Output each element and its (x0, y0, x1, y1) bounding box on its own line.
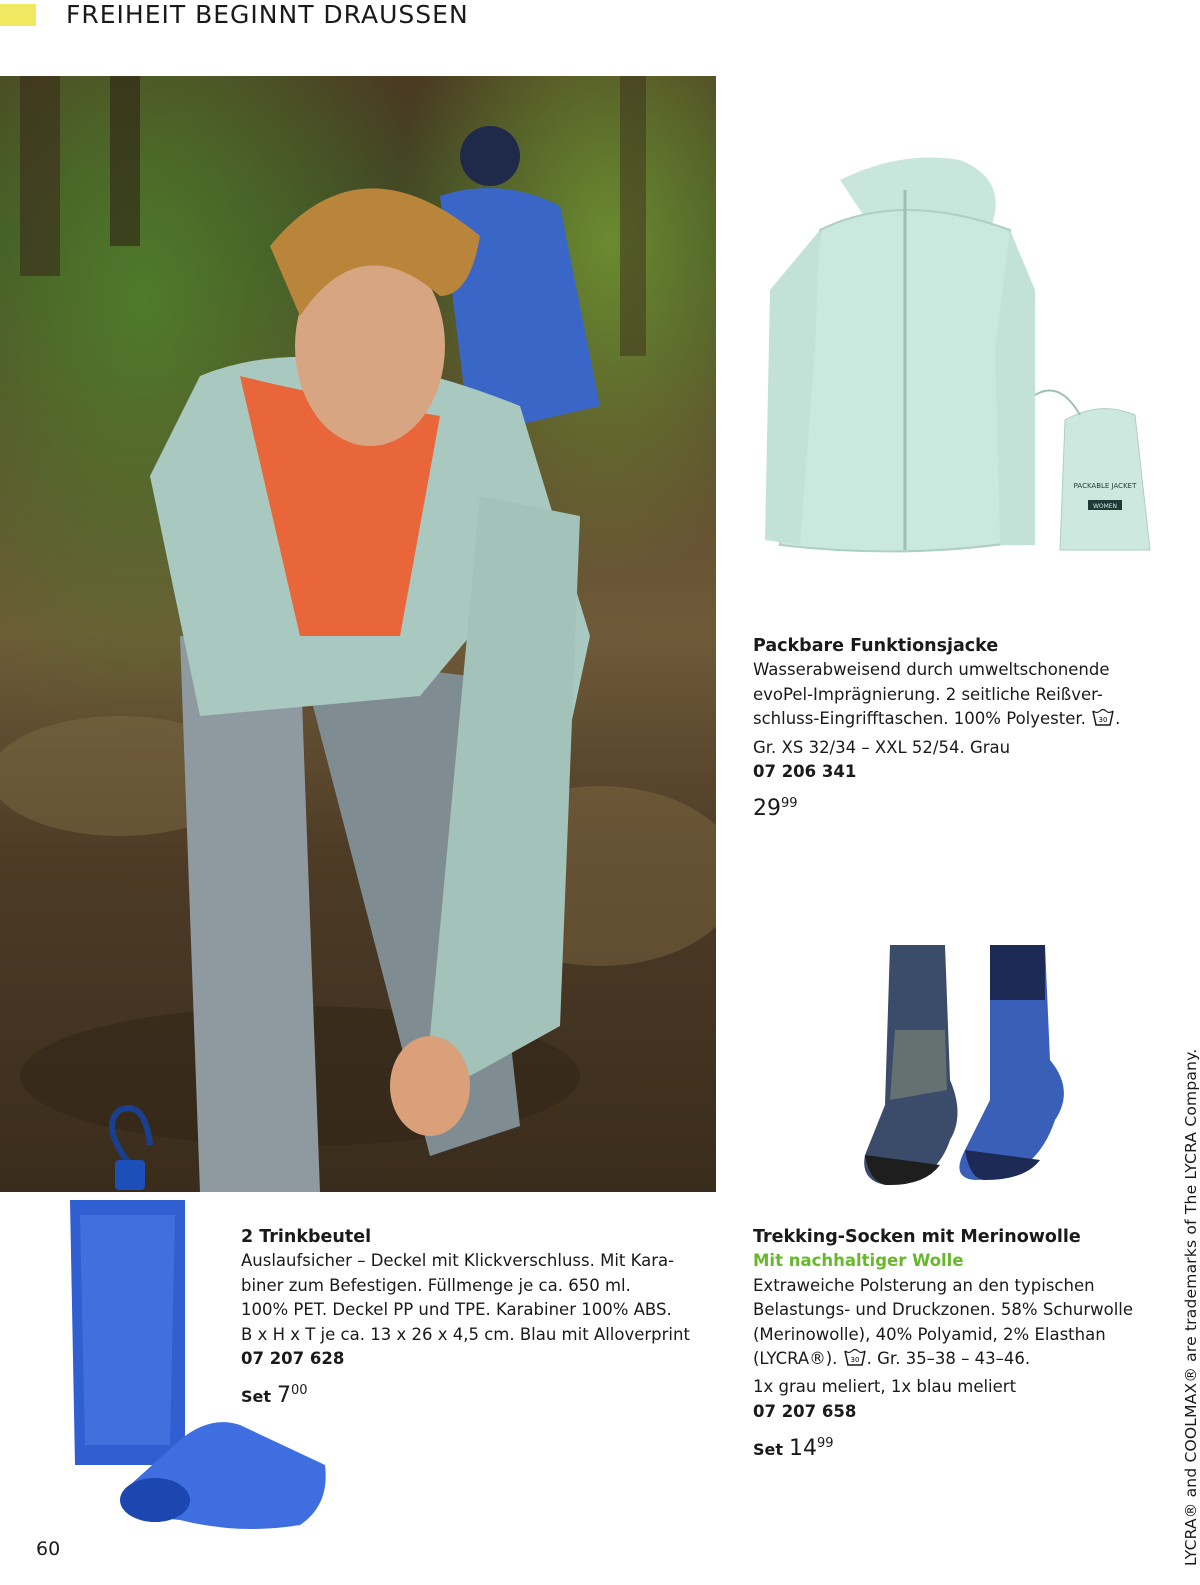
price-prefix: Set (753, 1440, 784, 1460)
product-subtitle: Mit nachhaltiger Wolle (753, 1251, 964, 1271)
price-main: 14 (789, 1436, 818, 1462)
price-prefix: Set (241, 1387, 272, 1407)
wash-icon (843, 1348, 867, 1375)
pouch-label: PACKABLE JACKET (1073, 482, 1137, 490)
product-jacket: Packbare Funktionsjacke Wasserabweisend durch umweltschonende evoPel-Imprägnierung. 2 seitliche Reißver- schluss-Eingrifftaschen. 100% Polyester. 30 . Gr. XS 32/34 – XXL 52/54. Grau 07 206 341 $29^{99}$ (753, 634, 1153, 823)
price-main: 7 (277, 1383, 292, 1409)
price (753, 790, 1153, 823)
product-desc-line: 100% PET. Deckel PP und TPE. Karabiner 100% ABS. (241, 1300, 672, 1320)
article-number: 07 206 341 (753, 762, 857, 782)
product-title: 2 Trinkbeutel (241, 1227, 372, 1247)
product-desc-line: (LYCRA®). (753, 1349, 838, 1369)
hero-photo (0, 76, 716, 1192)
socks-photo-icon (855, 940, 1075, 1195)
price-cents: 99 (781, 796, 798, 812)
article-number: 07 207 628 (241, 1349, 345, 1369)
product-desc-line: Extraweiche Polsterung an den typischen (753, 1275, 1095, 1295)
jacket-photo-icon (760, 150, 1160, 560)
price (753, 1430, 1153, 1464)
product-socks (753, 1225, 1153, 1464)
price-cents: 00 (291, 1383, 308, 1399)
header-accent-bar (0, 4, 36, 26)
page-number: 60 (36, 1538, 61, 1560)
product-desc-line: Belastungs- und Druckzonen. 58% Schurwolle (753, 1300, 1134, 1320)
product-desc-line: (Merinowolle), 40% Polyamid, 2% Elasthan (753, 1324, 1106, 1344)
price-main: 29 (753, 796, 781, 822)
product-desc-line: Gr. XS 32/34 – XXL 52/54. Grau (753, 737, 1011, 757)
product-desc-line: Wasserabweisend durch umweltschonende (753, 660, 1110, 680)
product-desc-line: Auslaufsicher – Deckel mit Klickverschluss. Mit Kara- (241, 1251, 675, 1271)
article-number: 07 207 658 (753, 1401, 857, 1421)
trademark-note: LYCRA® and COOLMAX® are trademarks of The LYCRA Company. (1182, 1048, 1200, 1566)
product-drink-bags (241, 1225, 711, 1411)
product-desc-line: 1x grau meliert, 1x blau meliert (753, 1377, 1017, 1397)
product-desc-line: schluss-Eingrifftaschen. 100% Polyester. (753, 709, 1086, 729)
product-desc-line: . Gr. 35–38 – 43–46. (866, 1349, 1031, 1369)
product-desc-line: evoPel-Imprägnierung. 2 seitliche Reißver- (753, 684, 1103, 704)
pouch-badge: WOMEN (1092, 503, 1118, 510)
product-title: Packbare Funktionsjacke (753, 636, 999, 656)
wash-icon (1091, 708, 1115, 735)
product-desc-line: biner zum Befestigen. Füllmenge je ca. 650 ml. (241, 1275, 631, 1295)
wash-temp: 30 (850, 1356, 860, 1365)
socks-image (855, 940, 1075, 1195)
hiker-photo-icon (0, 76, 716, 1192)
price-cents: 99 (817, 1436, 834, 1452)
price (241, 1377, 711, 1411)
product-title: Trekking-Socken mit Merinowolle (753, 1227, 1081, 1247)
jacket-image (760, 150, 1160, 560)
product-desc-line: B x H x T je ca. 13 x 26 x 4,5 cm. Blau mit Alloverprint (241, 1324, 690, 1344)
page-title: FREIHEIT BEGINNT DRAUSSEN (66, 0, 469, 29)
wash-temp: 30 (1098, 716, 1108, 725)
